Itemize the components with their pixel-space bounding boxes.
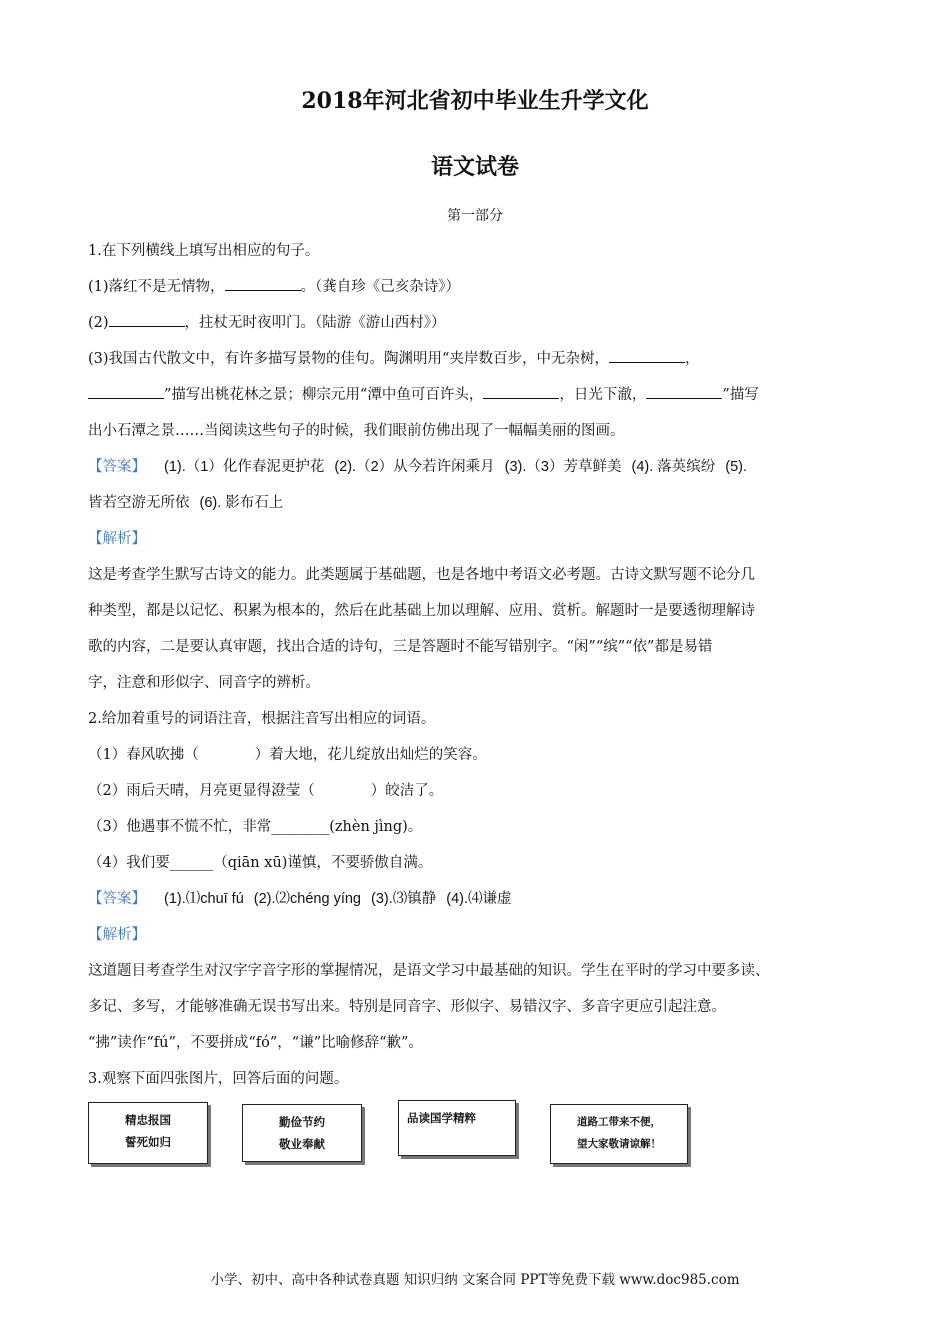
q1-analysis-4: 字，注意和形似字、同音字的辨析。	[88, 675, 320, 691]
q2-answer-2: (2).⑵chéng yíng	[253, 891, 361, 907]
q1-s3-b3: ”描写	[722, 387, 759, 403]
q1-s3-a: (3)我国古代散文中，有许多描写景物的佳句。陶渊明用“夹岸数百步，中无杂树，	[88, 351, 609, 367]
q1-analysis-2: 种类型，都是以记忆、积累为根本的，然后在此基础上加以理解、应用、赏析。解题时一是要透彻理解诗	[88, 603, 755, 619]
q2-sentence-3	[88, 809, 868, 845]
q2-s4-pre: （4）我们要	[88, 855, 170, 871]
q2-answer-label: 【答案】	[88, 891, 146, 907]
q1-answer-3: (3).（3）芳草鲜美	[504, 459, 622, 475]
q3-picture-1	[88, 1102, 208, 1164]
q2-s1-paren-close: ）着大地，花儿绽放出灿烂的笑容。	[254, 747, 487, 763]
q1-s1-blank	[225, 274, 301, 291]
q1-s3-a-end: ，	[684, 351, 700, 367]
q2-analysis-2: 多记、多写，才能够准确无误书写出来。特别是同音字、形似字、易错汉字、多音字更应引起注意。	[88, 999, 726, 1015]
q1-answer-line-2	[88, 485, 868, 521]
q2-s4-post: （qiān xū)谨慎，不要骄傲自满。	[213, 855, 433, 871]
q2-s3-blank: ________	[271, 819, 330, 835]
q2-sentence-2	[88, 773, 868, 809]
q2-stem: 2.给加着重号的词语注音，根据注音写出相应的词语。	[88, 711, 436, 727]
q2-analysis-heading	[88, 917, 868, 953]
q2-sentence-4	[88, 845, 868, 881]
q3-picture-2	[242, 1104, 362, 1162]
q2-s1-emphasized-word: 吹拂 • •	[155, 747, 184, 763]
q1-s2-post: ，拄杖无时夜叩门。（陆游《游山西村》）	[184, 315, 446, 331]
q1-answer-5: (5).	[725, 459, 748, 475]
q1-s2-blank	[109, 310, 185, 327]
q2-answer-3: (3).⑶镇静	[370, 891, 437, 907]
q1-answer-2: (2).（2）从今若许闲乘月	[334, 459, 495, 475]
q1-analysis-label: 【解析】	[88, 531, 146, 547]
q1-answer-label: 【答案】	[88, 459, 146, 475]
q1-sentence-1	[88, 269, 868, 305]
q1-s3-b2: ，日光下澈，	[559, 387, 647, 403]
q2-s3-pre: （3）他遇事不慌不忙，非常	[88, 819, 272, 835]
q1-answer-6: 皆若空游无所依	[88, 495, 190, 511]
q3-picture-4	[550, 1104, 688, 1164]
q1-answer-7: (6). 影布石上	[199, 495, 284, 511]
q3-picture-2-line-2: 敬业奉献	[279, 1137, 325, 1151]
q3-picture-1-line-1: 精忠报国	[125, 1113, 171, 1127]
q1-s1-pre: (1)落红不是无情物，	[88, 279, 225, 295]
q2-s2-pre: （2）雨后天晴，月亮更显得	[88, 783, 272, 799]
exam-subtitle: 语文试卷	[430, 154, 519, 180]
q2-s2-emphasized-word: 澄莹 • •	[271, 783, 300, 799]
q1-s3-blank-4	[646, 382, 722, 399]
q1-analysis-1: 这是考查学生默写古诗文的能力。此类题属于基础题，也是各地中考语文必考题。古诗文默写题不论分几	[88, 567, 755, 583]
q1-sentence-3c: 出小石潭之景……当阅读这些句子的时候，我们眼前仿佛出现了一幅幅美丽的图画。	[88, 423, 625, 439]
q1-stem: 1.在下列横线上填写出相应的句子。	[88, 243, 320, 259]
q2-answer-line	[88, 881, 868, 917]
q3-stem: 3.观察下面四张图片，回答后面的问题。	[88, 1071, 349, 1087]
q2-s1-pre: （1）春风	[88, 747, 156, 763]
q3-picture-3-line-1: 品读国学精粹	[407, 1111, 476, 1125]
exam-title: 2018年河北省初中毕业生升学文化	[301, 88, 649, 114]
q2-analysis-3: “拂”读作“fú”，不要拼成“fó”，“谦”比喻修辞“歉”。	[88, 1035, 423, 1051]
part-heading: 第一部分	[447, 208, 503, 224]
q1-sentence-2	[88, 305, 868, 341]
q1-analysis-3: 歌的内容，二是要认真审题，找出合适的诗句，三是答题时不能写错别字。“闲”“缤”“依”都是易错	[88, 639, 713, 655]
q2-answer-4: (4).⑷谦虚	[446, 891, 512, 907]
q1-answer-line-1	[88, 449, 868, 485]
q3-picture-4-line-1: 道路工带来不便，	[577, 1116, 661, 1128]
q3-picture-3	[398, 1100, 516, 1156]
q3-picture-row	[88, 1100, 888, 1170]
exam-body	[88, 233, 868, 1097]
q2-s4-blank: ______	[169, 855, 214, 871]
q3-picture-1-line-2: 誓死如归	[125, 1135, 171, 1149]
q2-analysis-1: 这道题目考查学生对汉字字音字形的掌握情况，是语文学习中最基础的知识。学生在平时的学习中要多读、	[88, 963, 770, 979]
q1-s3-b1: ”描写出桃花林之景；柳宗元用“潭中鱼可百许头，	[164, 387, 484, 403]
q1-answer-1: (1).（1）化作春泥更护花	[164, 459, 325, 475]
q1-s3-blank-2	[88, 382, 164, 399]
q2-answer-1: (1).⑴chuī fú	[164, 891, 244, 907]
q1-s3-blank-1	[609, 346, 685, 363]
q2-s2-paren-close: ）皎洁了。	[370, 783, 444, 799]
q3-picture-2-line-1: 勤俭节约	[279, 1115, 325, 1129]
q3-picture-4-line-2: 望大家敬请谅解！	[577, 1138, 661, 1150]
q1-s3-blank-3	[483, 382, 559, 399]
page-footer: 小学、初中、高中各种试卷真题 知识归纳 文案合同 PPT等免费下载 www.doc985.com	[210, 1272, 740, 1288]
q2-s2-paren-open: （	[300, 783, 315, 799]
q1-analysis-heading	[88, 521, 868, 557]
q1-s2-pre: (2)	[88, 315, 109, 331]
q2-s3-post: (zhèn jìng)。	[329, 819, 423, 835]
q1-sentence-3a	[88, 341, 868, 377]
q1-answer-4: (4). 落英缤纷	[631, 459, 716, 475]
q2-s1-paren-open: （	[184, 747, 199, 763]
q1-sentence-3b	[88, 377, 868, 413]
q2-analysis-label: 【解析】	[88, 927, 146, 943]
q1-s1-post: 。（龚自珍《己亥杂诗》）	[300, 279, 461, 295]
q2-sentence-1	[88, 737, 868, 773]
